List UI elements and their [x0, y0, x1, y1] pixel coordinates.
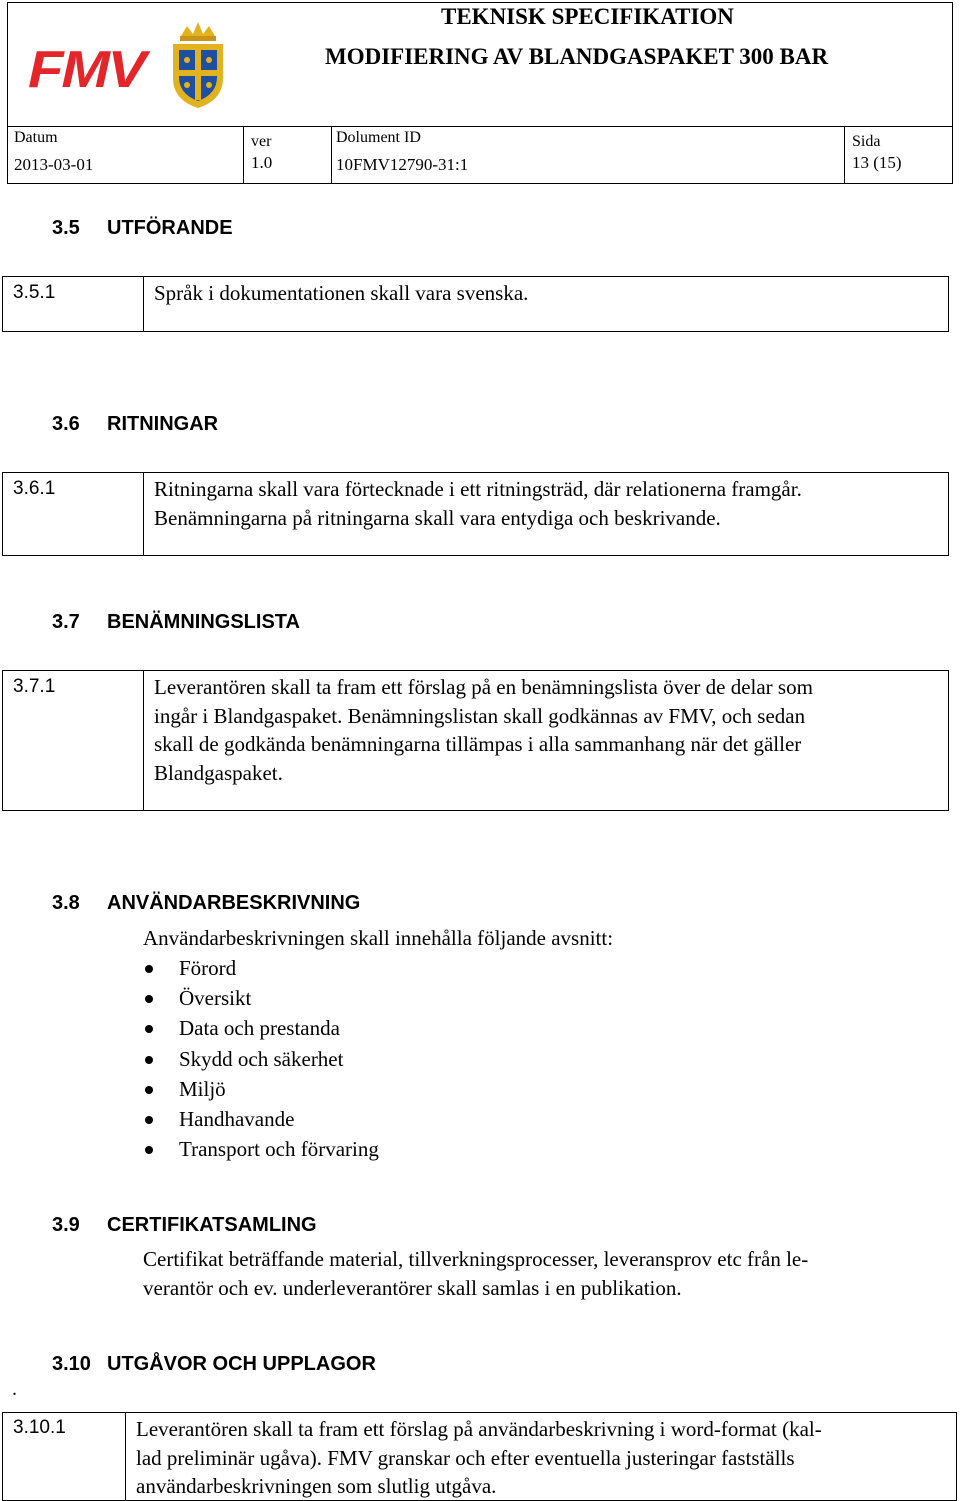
list-item: Miljö [143, 1074, 379, 1104]
requirement-number: 3.10.1 [13, 1417, 66, 1438]
section-title: RITNINGAR [107, 413, 219, 435]
section-title: CERTIFIKATSAMLING [107, 1214, 317, 1236]
section-list [143, 953, 379, 1164]
paragraph [143, 1245, 808, 1302]
requirement-number: 3.6.1 [13, 478, 56, 499]
text-line: Benämningarna på ritningarna skall vara entydiga och beskrivande. [154, 505, 721, 530]
list-item: Skydd och säkerhet [143, 1044, 379, 1074]
text-line: lad preliminär ugåva). FMV granskar och efter eventuella justeringar fastställs [136, 1445, 795, 1470]
header-divider [7, 126, 953, 127]
text-line: användarbeskrivningen som slutlig utgåva. [136, 1474, 497, 1498]
document-id-value: 10FMV12790-31:1 [336, 155, 469, 174]
section-heading [52, 217, 233, 240]
section-heading [52, 892, 360, 915]
version-value: 1.0 [251, 153, 273, 172]
section-number: 3.5 [52, 217, 80, 239]
list-item: Data och prestanda [143, 1013, 379, 1043]
list-item: Översikt [143, 983, 379, 1013]
crown-emblem-icon [163, 20, 233, 112]
text-line: ingår i Blandgaspaket. Benämningslistan skall godkännas av FMV, och sedan [154, 703, 806, 728]
text-line: Blandgaspaket. [154, 760, 283, 785]
requirement-divider [125, 1413, 126, 1500]
requirement-text [154, 673, 813, 787]
section-title: UTGÅVOR OCH UPPLAGOR [107, 1353, 376, 1375]
date-value: 2013-03-01 [14, 155, 94, 174]
section-number: 3.7 [52, 611, 80, 633]
text-line: skall de godkända benämningarna tillämpas i alla sammanhang när det gäller [154, 732, 802, 756]
requirement-box [2, 276, 949, 332]
list-item: Handhavande [143, 1104, 379, 1134]
section-heading [52, 611, 300, 634]
stray-mark: . [12, 1378, 17, 1400]
spec-title: TEKNISK SPECIFIKATION [441, 4, 734, 29]
requirement-divider [143, 473, 144, 555]
requirement-divider [143, 671, 144, 810]
fmv-logo [28, 34, 218, 104]
section-title: UTFÖRANDE [107, 217, 233, 239]
page-label: Sida [852, 133, 881, 150]
section-heading [52, 413, 218, 436]
requirement-text: Språk i dokumentationen skall vara svenska. [154, 281, 529, 305]
section-title: ANVÄNDARBESKRIVNING [107, 892, 361, 914]
document-id-label: Dolument ID [336, 129, 421, 146]
spec-subtitle: MODIFIERING AV BLANDGASPAKET 300 BAR [325, 44, 829, 69]
date-label: Datum [14, 129, 58, 146]
section-number: 3.10 [52, 1353, 91, 1375]
requirement-number: 3.7.1 [13, 676, 56, 697]
requirement-box [2, 1412, 957, 1501]
requirement-divider [143, 277, 144, 331]
fmv-logo-text: FMV [28, 41, 145, 99]
paragraph: Användarbeskrivningen skall innehålla följande avsnitt: [143, 926, 614, 950]
section-title: BENÄMNINGSLISTA [107, 611, 300, 633]
text-line: Certifikat beträffande material, tillverkningsprocesser, leveransprov etc från le- [143, 1247, 809, 1271]
requirement-text [136, 1415, 822, 1501]
list-item: Transport och förvaring [143, 1134, 379, 1164]
page-number: 13 (15) [852, 153, 902, 172]
section-number: 3.8 [52, 892, 80, 914]
text-line: Leverantören skall ta fram ett förslag på användarbeskrivning i word-format (kal- [136, 1417, 822, 1441]
text-line: Leverantören skall ta fram ett förslag på en benämningslista över de delar som [154, 675, 813, 699]
header-cell-divider [844, 126, 845, 184]
section-number: 3.6 [52, 413, 80, 435]
header-cell-divider [243, 126, 244, 184]
section-heading [52, 1353, 376, 1376]
section-heading [52, 1214, 317, 1237]
requirement-number: 3.5.1 [13, 282, 56, 303]
header-cell-divider [331, 126, 332, 184]
text-line: verantör och ev. underleverantörer skall samlas i en publikation. [143, 1275, 682, 1300]
text-line: Ritningarna skall vara förtecknade i ett ritningsträd, där relationerna framgår. [154, 477, 802, 501]
list-item: Förord [143, 953, 379, 983]
section-number: 3.9 [52, 1214, 80, 1236]
requirement-box [2, 472, 949, 556]
version-label: ver [251, 133, 272, 150]
requirement-text [154, 475, 802, 532]
requirement-box [2, 670, 949, 811]
